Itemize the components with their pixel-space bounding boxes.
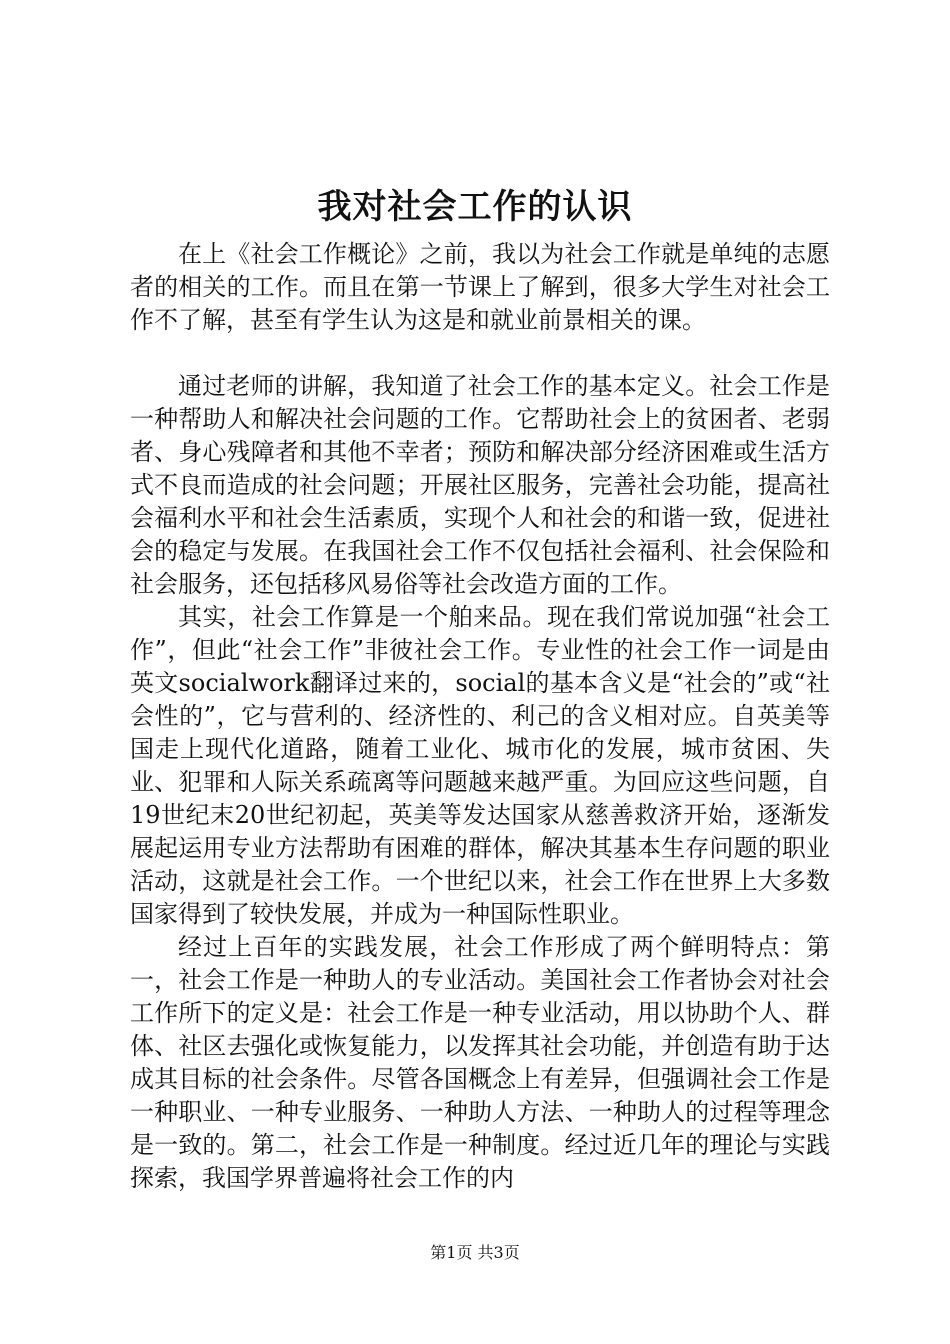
paragraph-intro: 在上《社会工作概论》之前，我以为社会工作就是单纯的志愿者的相关的工作。而且在第一节课上了解到，很多大学生对社会工作不了解，甚至有学生认为这是和就业前景相关的课。 [130,240,830,334]
paragraph-origin: 其实，社会工作算是一个舶来品。现在我们常说加强“社会工作”，但此“社会工作”非彼社会工作。专业性的社会工作一词是由英文socialwork翻译过来的，social的基本含义是“社会的”或“社会性的”，它与营利的、经济性的、利己的含义相对应。自英美等国走上现代化道路，随着工业化、城市化的发展，城市贫困、失业、犯罪和人际关系疏离等问题越来越严重。为回应这些问题，自19世纪末20世纪初起，英美等发达国家从慈善救济开始，逐渐发展起运用专业方法帮助有困难的群体，解决其基本生存问题的职业活动，这就是社会工作。一个世纪以来，社会工作在世界上大多数国家得到了较快发展，并成为一种国际性职业。 [130,603,830,928]
document-body [130,238,830,1195]
document-title: 我对社会工作的认识 [317,187,633,227]
page-footer: 第1页 共3页 [430,1243,520,1262]
paragraph-definition: 通过老师的讲解，我知道了社会工作的基本定义。社会工作是一种帮助人和解决社会问题的工作。它帮助社会上的贫困者、老弱者、身心残障者和其他不幸者；预防和解决部分经济困难或生活方式不良而造成的社会问题；开展社区服务，完善社会功能，提高社会福利水平和社会生活素质，实现个人和社会的和谐一致，促进社会的稳定与发展。在我国社会工作不仅包括社会福利、社会保险和社会服务，还包括移风易俗等社会改造方面的工作。 [130,372,830,598]
paragraph-features: 经过上百年的实践发展，社会工作形成了两个鲜明特点：第一，社会工作是一种助人的专业活动。美国社会工作者协会对社会工作所下的定义是：社会工作是一种专业活动，用以协助个人、群体、社区去强化或恢复能力，以发挥其社会功能，并创造有助于达成其目标的社会条件。尽管各国概念上有差异，但强调社会工作是一种职业、一种专业服务、一种助人方法、一种助人的过程等理念是一致的。第二，社会工作是一种制度。经过近几年的理论与实践探索，我国学界普遍将社会工作的内 [130,933,830,1192]
